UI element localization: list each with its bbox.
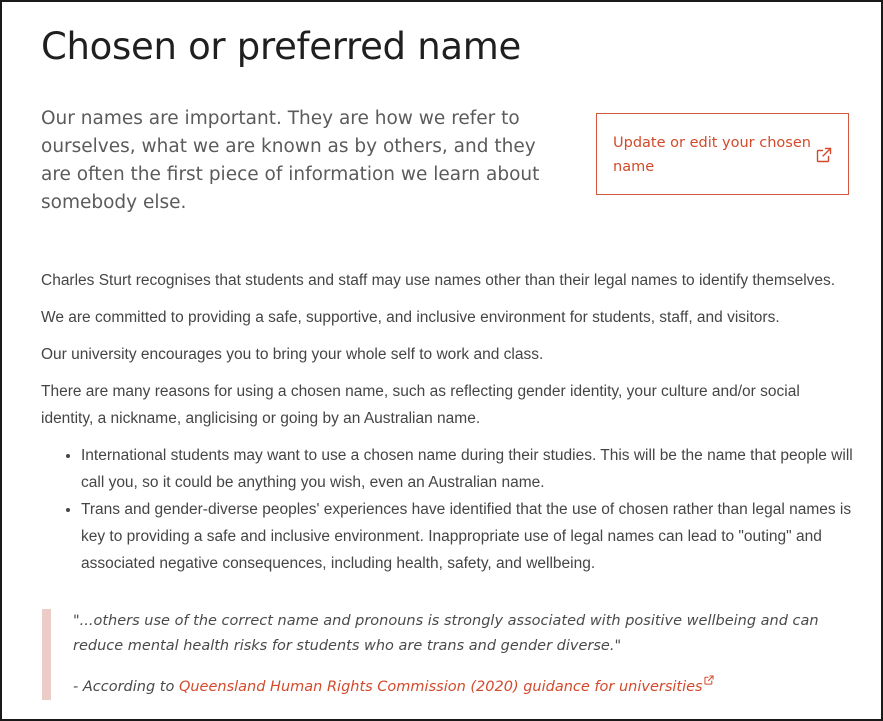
list-item: • Trans and gender-diverse peoples' experiences have identified that the use of chosen rather than legal names is key to providing a safe and inclusive environment. Inappropriate use of legal names can lead to "outing" and associated negative consequences, including health, safety, and wellbeing. [81,496,871,577]
quote-accent-bar [42,609,51,700]
list-item: • International students may want to use a chosen name during their studies. This will be the name that people will call you, so it could be anything you wish, even an Australian name. [81,442,871,496]
paragraph-recognition: Charles Sturt recognises that students and staff may use names other than their legal names to identify themselves. [41,272,836,289]
quote-text: "...others use of the correct name and pronouns is strongly associated with positive wellbeing and can reduce mental health risks for students who are trans and gender diverse." [73,613,819,654]
page-title: Chosen or preferred name [41,25,521,68]
reasons-list [61,442,871,577]
update-chosen-name-label: Update or edit your chosen name [613,135,811,175]
paragraph-commitment: We are committed to providing a safe, supportive, and inclusive environment for students, staff, and visitors. [41,309,780,326]
lead-paragraph: Our names are important. They are how we refer to ourselves, what we are known as by others, and they are often the first piece of information we learn about somebody else. [41,108,540,213]
external-link-icon [816,147,832,163]
update-chosen-name-button[interactable] [596,113,849,195]
quote-attribution [73,675,714,700]
external-link-icon [704,675,714,685]
blockquote [42,609,842,700]
attribution-prefix: - According to [73,679,179,695]
paragraph-reasons: There are many reasons for using a chosen name, such as reflecting gender identity, your culture and/or social identity, a nickname, anglicising or going by an Australian name. [41,383,800,427]
paragraph-whole-self: Our university encourages you to bring your whole self to work and class. [41,346,544,363]
qhrc-guidance-link-label: Queensland Human Rights Commission (2020) guidance for universities [178,679,703,695]
qhrc-guidance-link[interactable] [179,679,714,695]
